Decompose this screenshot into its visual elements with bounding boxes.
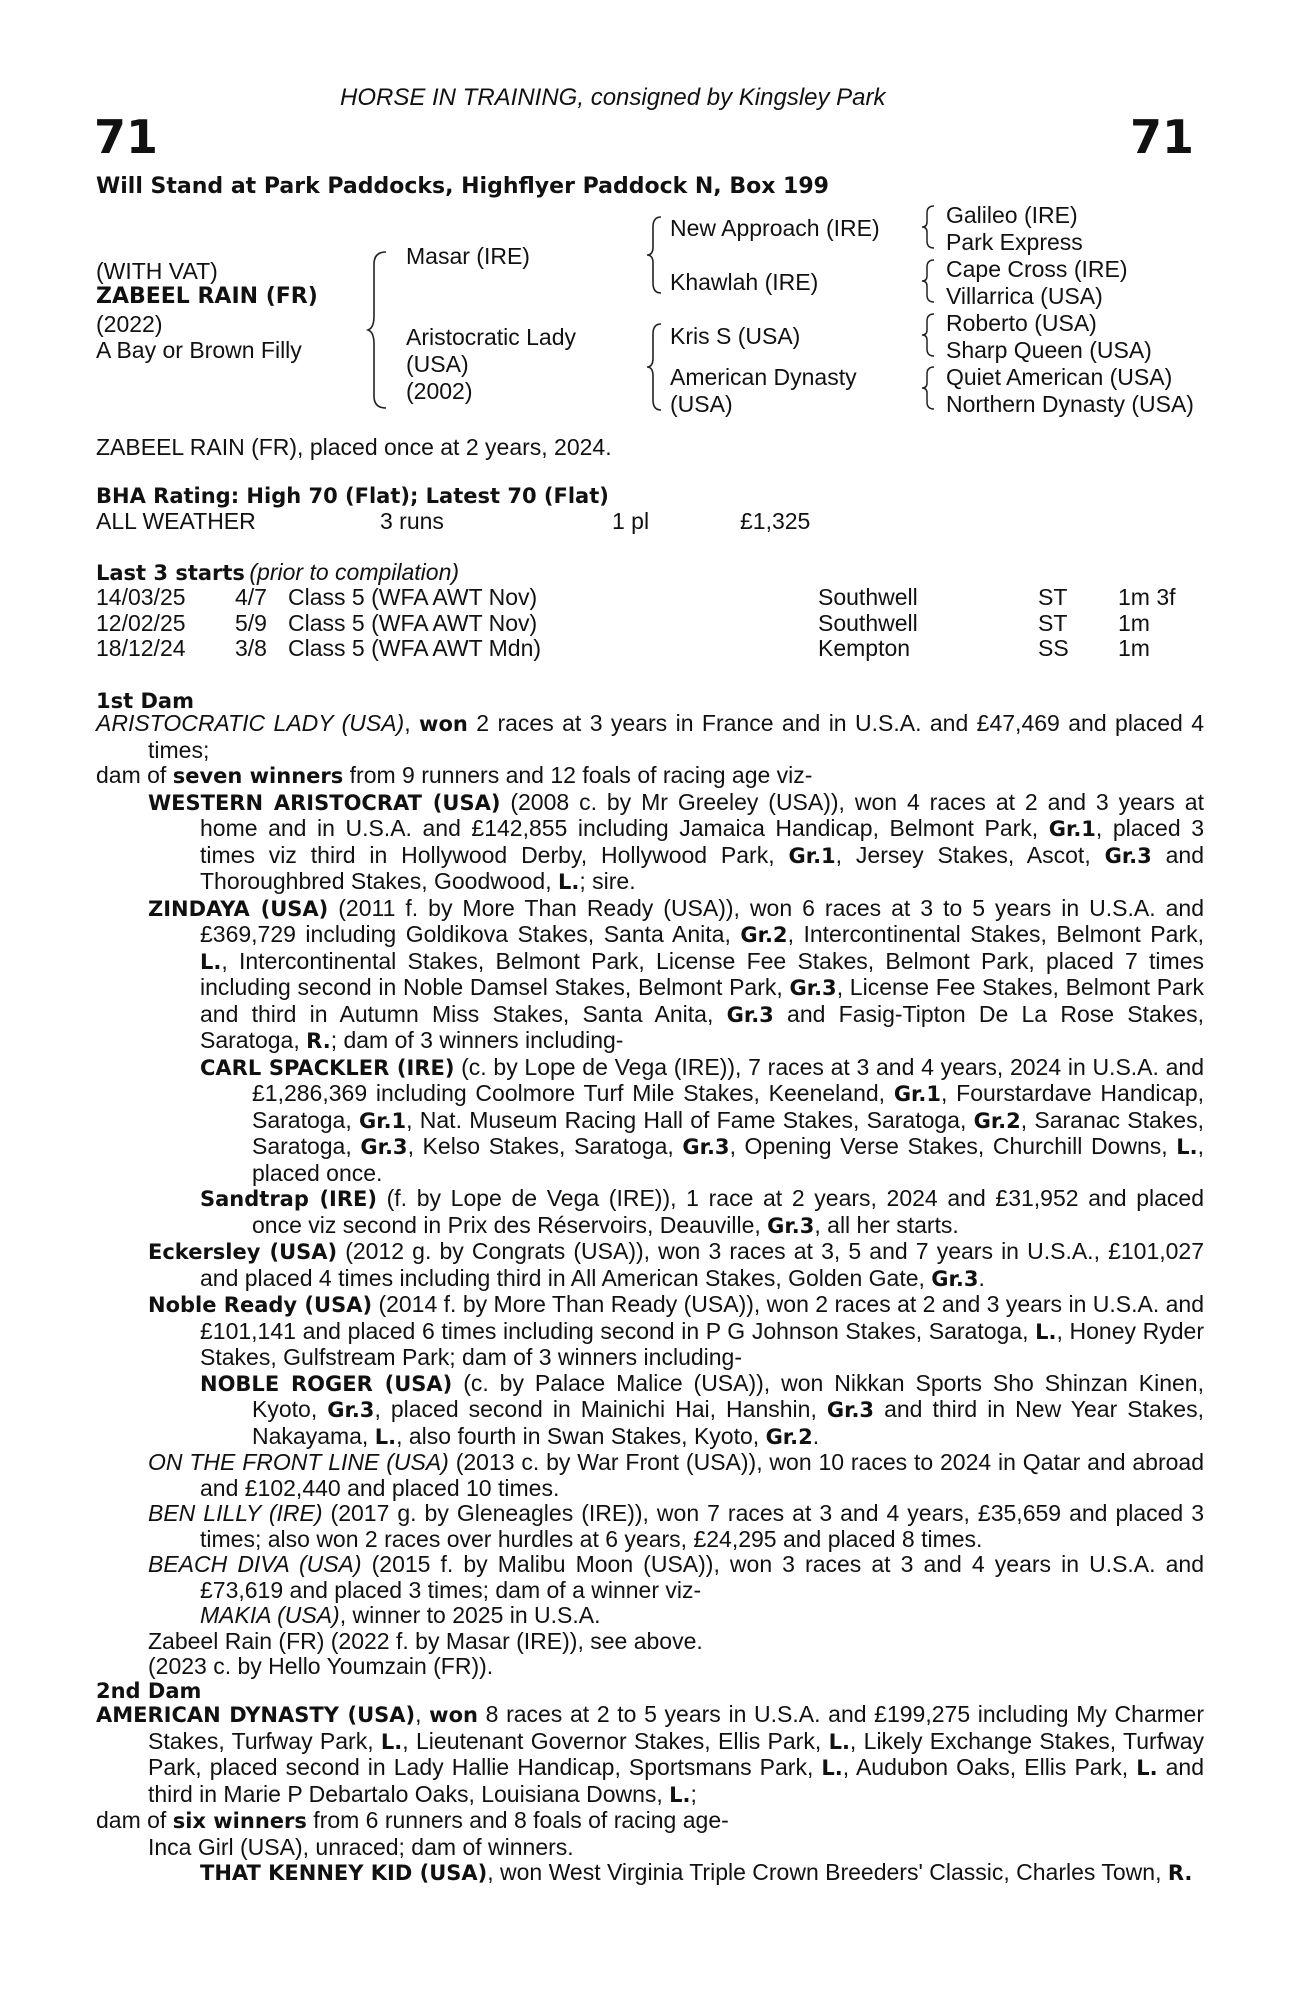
last-starts-heading (96, 559, 459, 585)
text: , Opening Verse Stakes, Churchill Downs, (729, 1133, 1177, 1159)
progeny-inca-girl: Inca Girl (USA), unraced; dam of winners. (148, 1833, 574, 1860)
text: , Intercontinental Stakes, Belmont Park, License Fee Stakes, Belmont Park, placed 7 times including second in Noble Damsel Stakes, Belmont Park, (200, 947, 1204, 1000)
grade: L. (200, 949, 222, 974)
text: ; (690, 1780, 697, 1807)
text: , winner to 2025 in U.S.A. (339, 1602, 601, 1628)
text: (2015 f. by Malibu Moon (USA)), won 3 races at 3 and 4 years in U.S.A. and £73,619 and placed 3 times; dam of a winner viz- (200, 1551, 1204, 1603)
pedigree-brace-sd (920, 258, 938, 304)
bha-rating: BHA Rating: High 70 (Flat); Latest 70 (Flat) (96, 484, 609, 508)
text: dam of (96, 762, 173, 788)
rating-runs: 3 runs (380, 508, 444, 534)
second-dam-record: AMERICAN DYNASTY (USA), won 8 races at 2 to 5 years in U.S.A. and £199,275 including My Charmer Stakes, Turfway Park, L., Lieutenant Governor Stakes, Ellis Park, L., Likely Exchange Stakes, Turfway Park, placed second in Lady Hallie Handicap, Sportsmans Park, L., Audubon Oaks, Ellis Park, L. and third in Marie P Debartalo Oaks, Louisiana Downs, L.; (96, 1701, 1205, 1807)
pedigree-brace-ds (920, 312, 938, 358)
start-dist: 1m (1118, 609, 1150, 636)
pedigree-sdd: Villarrica (USA) (946, 283, 1103, 309)
start-date: 14/03/25 (96, 584, 186, 610)
first-dam-heading: 1st Dam (96, 689, 194, 713)
grade: Gr.3 (682, 1135, 730, 1159)
grade: Gr.2 (973, 1108, 1021, 1133)
progeny-name: THAT KENNEY KID (USA) (200, 1861, 488, 1885)
first-dam-name: ARISTOCRATIC LADY (USA) (96, 710, 405, 736)
pedigree-sire-sire: New Approach (IRE) (670, 215, 880, 241)
pedigree-ssd: Park Express (946, 229, 1083, 255)
start-going: ST (1038, 584, 1068, 610)
text: from 6 runners and 8 foals of racing age- (306, 1807, 729, 1833)
text: , placed 3 times viz third in Hollywood Derby, Hollywood Park, (200, 815, 1204, 868)
grade: Gr.1 (893, 1082, 942, 1106)
won-label: won (429, 1703, 478, 1727)
text: , placed second in Mainichi Hai, Hanshin, (374, 1396, 827, 1422)
last-starts-note: (prior to compilation) (249, 559, 460, 585)
start-race: Class 5 (WFA AWT Nov) (288, 584, 538, 610)
grade: Gr.1 (358, 1108, 407, 1133)
pedigree-sire-dam: Khawlah (IRE) (670, 269, 819, 295)
text: (2008 c. by Mr Greeley (USA)), won 4 races at 2 and 3 years at home and in U.S.A. and £142,855 including Jamaica Handicap, Belmont Park, (200, 788, 1204, 841)
text: (c. by Lope de Vega (IRE)), 7 races at 3 and 4 years, 2024 in U.S.A. and £1,286,369 including Coolmore Turf Mile Stakes, Keeneland, (252, 1053, 1204, 1106)
progeny-zindaya (96, 896, 1204, 1055)
text: and third in Marie P Debartalo Oaks, Louisiana Downs, (148, 1754, 1205, 1807)
grade: L. (828, 1729, 850, 1754)
text: , also fourth in Swan Stakes, Kyoto, (396, 1422, 766, 1449)
rating-placed: 1 pl (612, 508, 650, 534)
progeny-that-kenney-kid (96, 1860, 1204, 1887)
pedigree-brace-dam (645, 322, 665, 412)
stand-location: Will Stand at Park Paddocks, Highflyer Paddock N, Box 199 (96, 174, 829, 199)
progeny-name: Eckersley (USA) (148, 1240, 338, 1264)
progeny-name: BEN LILLY (IRE) (148, 1500, 323, 1526)
pedigree-brace-main (366, 250, 392, 410)
text: (f. by Lope de Vega (IRE)), 1 race at 2 years, 2024 and £31,952 and placed once viz second in Prix des Réservoirs, Deauville, (252, 1185, 1204, 1238)
horse-description: A Bay or Brown Filly (96, 337, 302, 363)
last-starts-title: Last 3 starts (96, 561, 245, 585)
pedigree-dam-dam-line1: American Dynasty (670, 364, 857, 390)
start-dist: 1m (1118, 635, 1150, 661)
grade: Gr.3 (360, 1135, 408, 1159)
text: (2013 c. by War Front (USA)), won 10 races to 2024 in Qatar and abroad and £102,440 and placed 10 times. (200, 1449, 1204, 1501)
pedigree-dam-line2: (USA) (406, 351, 469, 377)
grade: Gr.3 (931, 1266, 979, 1291)
text: , won West Virginia Triple Crown Breeders' Classic, Charles Town, (487, 1859, 1168, 1885)
grade: L. (558, 870, 580, 894)
pedigree-dss: Roberto (USA) (946, 310, 1097, 336)
horse-year: (2022) (96, 311, 163, 337)
progeny-noble-roger (96, 1371, 1204, 1451)
pedigree-dam-line1: Aristocratic Lady (406, 324, 577, 350)
text: 8 races at 2 to 5 years in U.S.A. and £199,275 including My Charmer Stakes, Turfway Park, (148, 1701, 1205, 1754)
text: , Intercontinental Stakes, Belmont Park, (787, 921, 1204, 947)
grade: R. (306, 1029, 331, 1053)
first-dam-record-text: 2 races at 3 years in France and in U.S.A. and £47,469 and placed 4 times; (148, 710, 1205, 763)
start-course: Kempton (818, 635, 911, 661)
progeny-carl-spackler (96, 1055, 1204, 1187)
progeny-on-the-front-line (96, 1450, 1204, 1501)
progeny-name: CARL SPACKLER (IRE) (200, 1055, 455, 1080)
start-date: 18/12/24 (96, 635, 186, 661)
grade: Gr.2 (765, 1424, 813, 1449)
start-race: Class 5 (WFA AWT Nov) (288, 609, 538, 636)
horse-name: ZABEEL RAIN (FR) (96, 284, 318, 309)
progeny-zabeel-rain: Zabeel Rain (FR) (2022 f. by Masar (IRE)), see above. (148, 1627, 703, 1654)
second-dam-produce-summary (96, 1808, 1204, 1835)
progeny-name: Sandtrap (IRE) (200, 1187, 377, 1211)
rating-surface: ALL WEATHER (96, 508, 256, 534)
grade: Gr.3 (327, 1398, 375, 1422)
text: dam of (96, 1807, 173, 1833)
text: (c. by Palace Malice (USA)), won Nikkan Sports Sho Shinzan Kinen, Kyoto, (252, 1369, 1204, 1422)
text: . (812, 1422, 820, 1449)
second-dam-section (96, 1702, 1204, 1887)
race-summary: ZABEEL RAIN (FR), placed once at 2 years, 2024. (96, 434, 612, 460)
start-pos: 3/8 (235, 635, 267, 661)
won-label: won (419, 712, 468, 736)
second-dam-heading: 2nd Dam (96, 1679, 202, 1703)
grade: Gr.3 (789, 976, 837, 1000)
text: (2014 f. by More Than Ready (USA)), won 2 races at 2 and 3 years in U.S.A. and £101,141 and placed 6 times including second in P G Johnson Stakes, Saratoga, (200, 1291, 1204, 1344)
pedigree-dam-dam-line2: (USA) (670, 391, 733, 417)
text: and third in New Year Stakes, Nakayama, (252, 1396, 1204, 1449)
progeny-beach-diva (96, 1552, 1204, 1603)
pedigree-brace-ss (920, 204, 938, 250)
start-pos: 4/7 (235, 584, 267, 610)
text: , Nat. Museum Racing Hall of Fame Stakes, Saratoga, (406, 1106, 974, 1133)
text: (2012 g. by Congrats (USA)), won 3 races at 3, 5 and 7 years in U.S.A., £101,027 and placed 4 times including third in All American Stakes, Golden Gate, (200, 1238, 1205, 1291)
grade: L. (669, 1782, 691, 1807)
text: (2011 f. by More Than Ready (USA)), won 6 races at 3 to 5 years in U.S.A. and £369,729 including Goldikova Stakes, Santa Anita, (200, 894, 1204, 947)
text: , Likely Exchange Stakes, Turfway Park, placed second in Lady Hallie Handicap, Sportsmans Park, (148, 1727, 1204, 1780)
text: from 9 runners and 12 foals of racing age viz- (343, 762, 813, 788)
text: , Kelso Stakes, Saratoga, (407, 1133, 683, 1159)
grade: Gr.1 (1048, 817, 1096, 841)
text: and Fasig-Tipton De La Rose Stakes, Saratoga, (200, 1000, 1204, 1053)
lot-number-right: 71 (1130, 110, 1195, 164)
progeny-makia (96, 1603, 1204, 1629)
grade: Gr.3 (726, 1002, 774, 1027)
first-dam-section (96, 711, 1204, 1680)
text: , Honey Ryder Stakes, Gulfstream Park; dam of 3 winners including- (200, 1317, 1204, 1370)
pedigree-sire: Masar (IRE) (406, 243, 530, 269)
grade: Gr.2 (740, 923, 788, 947)
grade: L. (380, 1729, 403, 1754)
grade: L. (821, 1756, 843, 1780)
progeny-noble-ready (96, 1292, 1204, 1371)
pedigree-dam-sire: Kris S (USA) (670, 323, 801, 349)
first-dam-produce-summary (96, 763, 1204, 790)
grade: L. (1176, 1135, 1198, 1159)
grade: Gr.1 (788, 843, 836, 868)
progeny-name: NOBLE ROGER (USA) (200, 1371, 453, 1396)
progeny-name: ON THE FRONT LINE (USA) (148, 1449, 449, 1475)
progeny-ben-lilly (96, 1501, 1204, 1552)
progeny-eckersley (96, 1239, 1204, 1292)
grade: Gr.3 (767, 1213, 815, 1238)
vat-note: (WITH VAT) (96, 258, 218, 284)
pedigree-brace-dd (920, 365, 938, 411)
progeny-name: MAKIA (USA) (200, 1602, 340, 1628)
text: , Jersey Stakes, Ascot, (835, 841, 1105, 868)
text: , all her starts. (814, 1211, 959, 1238)
pedigree-ddd: Northern Dynasty (USA) (946, 391, 1194, 417)
winners-count: seven winners (172, 764, 344, 788)
rating-prize: £1,325 (740, 508, 811, 534)
grade: L. (1035, 1319, 1057, 1344)
progeny-western-aristocrat (96, 790, 1204, 896)
pedigree-brace-sire (645, 215, 665, 295)
lot-number-left: 71 (94, 110, 159, 164)
progeny-sandtrap (96, 1186, 1204, 1239)
text: ; sire. (579, 868, 636, 894)
start-pos: 5/9 (235, 609, 267, 636)
pedigree-dsd: Sharp Queen (USA) (946, 337, 1152, 363)
start-course: Southwell (818, 609, 918, 636)
text: , placed once. (252, 1133, 1204, 1186)
pedigree-dam-line3: (2002) (406, 378, 473, 404)
start-dist: 1m 3f (1118, 584, 1176, 610)
grade: L. (1136, 1756, 1158, 1780)
text: , Audubon Oaks, Ellis Park, (842, 1754, 1137, 1780)
text: . (978, 1264, 985, 1291)
second-dam-name: AMERICAN DYNASTY (USA) (96, 1703, 416, 1727)
progeny-name: BEACH DIVA (USA) (148, 1551, 362, 1577)
pedigree-sds: Cape Cross (IRE) (946, 256, 1128, 282)
text: and Thoroughbred Stakes, Goodwood, (200, 841, 1205, 894)
text: , Lieutenant Governor Stakes, Ellis Park, (402, 1727, 829, 1754)
text: (2017 g. by Gleneagles (IRE)), won 7 races at 3 and 4 years, £35,659 and placed 3 times; also won 2 races over hurdles at 6 years, £24,295 and placed 8 times. (200, 1500, 1205, 1552)
start-date: 12/02/25 (96, 609, 186, 636)
grade: Gr.3 (1104, 843, 1152, 868)
grade: R. (1167, 1861, 1193, 1885)
progeny-name: WESTERN ARISTOCRAT (USA) (148, 790, 501, 815)
winners-count: six winners (172, 1809, 307, 1833)
text: , Saranac Stakes, Saratoga, (252, 1106, 1204, 1159)
text: , License Fee Stakes, Belmont Park and third in Autumn Miss Stakes, Santa Anita, (200, 974, 1204, 1027)
progeny-2023-colt: (2023 c. by Hello Youmzain (FR)). (148, 1653, 494, 1679)
first-dam-record: ARISTOCRATIC LADY (USA), won 2 races at 3 years in France and in U.S.A. and £47,469 and placed 4 times; (96, 710, 1205, 763)
catalogue-header: HORSE IN TRAINING, consigned by Kingsley Park (340, 84, 886, 111)
progeny-name: ZINDAYA (USA) (148, 896, 329, 921)
pedigree-sss: Galileo (IRE) (946, 202, 1078, 228)
start-going: ST (1038, 609, 1068, 636)
pedigree-dds: Quiet American (USA) (946, 364, 1173, 390)
text: ; dam of 3 winners including- (330, 1027, 624, 1053)
start-race: Class 5 (WFA AWT Mdn) (288, 635, 542, 661)
text: , Fourstardave Handicap, Saratoga, (252, 1080, 1204, 1133)
grade: L. (374, 1424, 397, 1449)
start-course: Southwell (818, 584, 918, 610)
grade: Gr.3 (826, 1398, 875, 1422)
progeny-name: Noble Ready (USA) (148, 1293, 373, 1317)
start-going: SS (1038, 635, 1069, 661)
